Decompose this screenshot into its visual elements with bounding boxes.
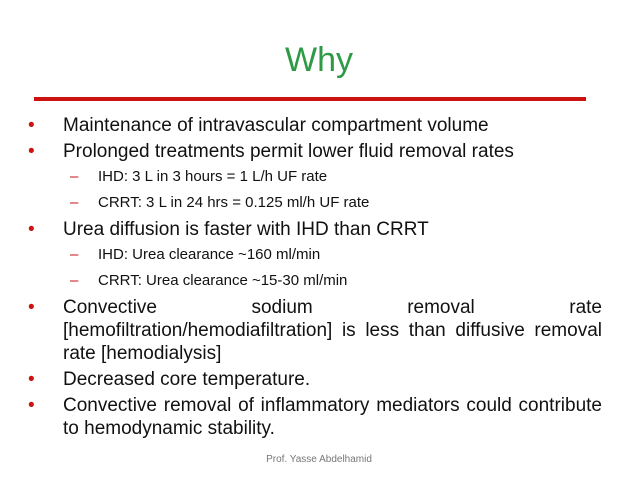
sub-bullet-marker: – [70,194,79,211]
bullet-item [28,368,602,391]
bullet-text: Convective sodium removal rate [hemofiltration/hemodiafiltration] is less than diffusive removal rate [hemodialysis] [63,297,602,364]
bullet-text: Maintenance of intravascular compartment volume [63,115,489,136]
bullet-list [28,114,602,443]
bullet-text: Decreased core temperature. [63,369,311,390]
bullet-item [28,296,602,365]
bullet-item [28,114,602,137]
bullet-text: Urea diffusion is faster with IHD than CRRT [63,219,429,240]
bullet-marker: • [28,369,35,390]
bullet-marker: • [28,395,35,416]
sub-bullet-marker: – [70,272,79,289]
sub-bullet-item [28,244,602,266]
title-underline [34,97,586,101]
bullet-marker: • [28,297,35,318]
sub-bullet-text: IHD: 3 L in 3 hours = 1 L/h UF rate [98,168,328,185]
sub-bullet-marker: – [70,168,79,185]
sub-bullet-marker: – [70,246,79,263]
bullet-item [28,394,602,440]
sub-bullet-text: CRRT: Urea clearance ~15-30 ml/min [98,272,348,289]
bullet-marker: • [28,219,35,240]
footer-author: Prof. Yasse Abdelhamid [266,454,372,465]
bullet-text: Prolonged treatments permit lower fluid removal rates [63,141,514,162]
bullet-marker: • [28,141,35,162]
bullet-item [28,140,602,163]
sub-bullet-text: CRRT: 3 L in 24 hrs = 0.125 ml/h UF rate [98,194,370,211]
sub-bullet-item [28,270,602,292]
bullet-marker: • [28,115,35,136]
sub-bullet-item [28,192,602,214]
sub-bullet-text: IHD: Urea clearance ~160 ml/min [98,246,321,263]
bullet-item [28,218,602,241]
sub-bullet-item [28,166,602,188]
slide-title: Why [285,41,353,79]
bullet-text: Convective removal of inflammatory mediators could contribute to hemodynamic stability. [63,395,602,439]
